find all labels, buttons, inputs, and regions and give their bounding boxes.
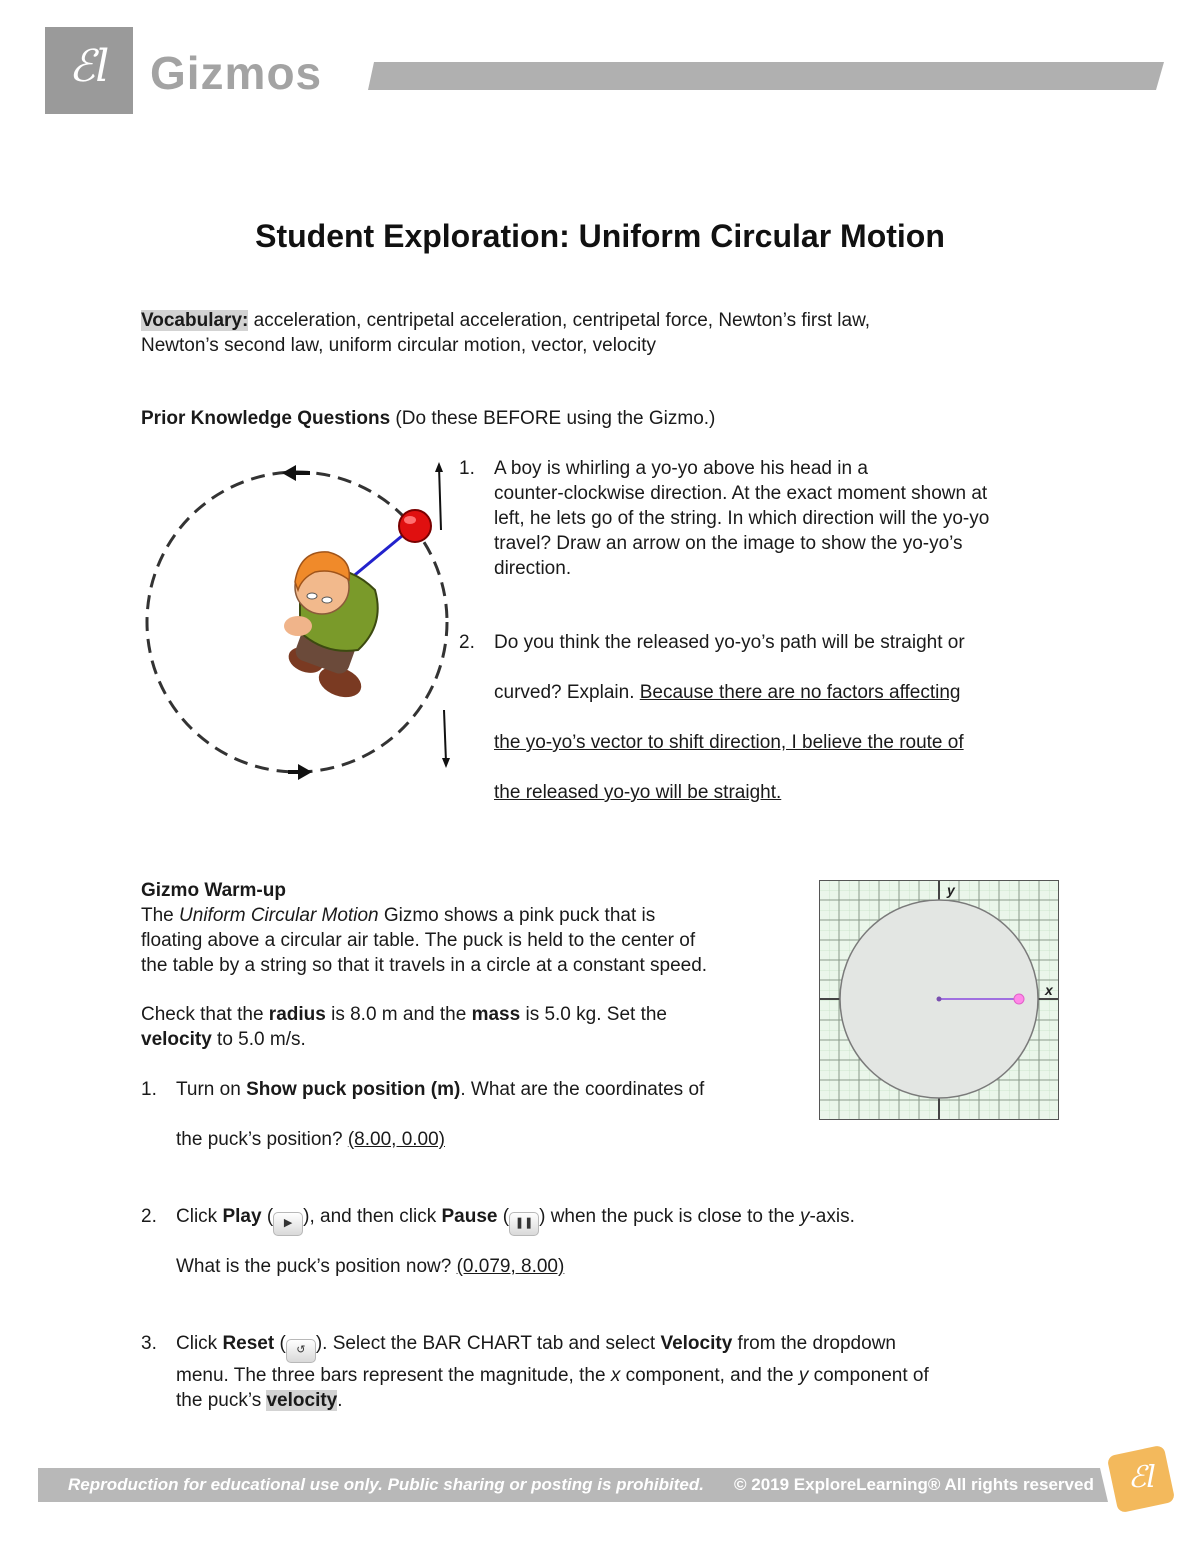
wu-q3-text-part: . [337, 1390, 343, 1411]
y-axis-label: y [947, 882, 955, 898]
header-bar [368, 62, 1164, 90]
wu-q1-text [176, 1077, 816, 1152]
wu-q2-text-part: Click [176, 1206, 223, 1227]
pk-q2-answer: the released yo-yo will be straight. [494, 782, 782, 803]
check-text: is 8.0 m and the [325, 1004, 472, 1025]
wu-q3-text-part: ( [274, 1333, 286, 1354]
table-center [937, 997, 942, 1002]
pink-puck [1014, 994, 1024, 1004]
pk-q2-answer: the yo-yo’s vector to shift direction, I believe the route of [494, 732, 964, 753]
wu-q2-answer: (0.079, 8.00) [456, 1256, 565, 1277]
tangent-line-lower [442, 710, 450, 768]
wu-q3-text-part: component, and the [620, 1365, 799, 1386]
wu-q2-text-part: ), and then click [303, 1206, 442, 1227]
wu-q3-text-part: Click [176, 1333, 223, 1354]
footer-rights: © 2019 ExploreLearning® All rights reserved [734, 1475, 1094, 1494]
air-table-diagram [819, 880, 1059, 1120]
radius-term: radius [268, 1004, 326, 1025]
pk-q1-line: A boy is whirling a yo-yo above his head in a [494, 458, 868, 479]
vocabulary-label: Vocabulary: [141, 310, 249, 331]
boy-figure [284, 552, 378, 703]
wu-q2-text-part: ) when the puck is close to the [539, 1206, 800, 1227]
wu-q1-number: 1. [141, 1079, 157, 1100]
prior-knowledge-note: (Do these BEFORE using the Gizmo.) [390, 408, 716, 429]
wu-q1-text-part: . What are the coordinates of [460, 1079, 705, 1100]
brand-name: Gizmos [150, 47, 323, 99]
warmup-intro-text: floating above a circular air table. The puck is held to the center of [141, 930, 696, 951]
y-axis-term: y [799, 1206, 810, 1227]
reset-icon: ↺ [286, 1339, 316, 1363]
wu-q1-text-part: the puck’s position? [176, 1129, 348, 1150]
gizmos-logo-mark [45, 27, 133, 114]
warmup-intro-text: Gizmo shows a pink puck that is [378, 905, 656, 926]
page-title: Student Exploration: Uniform Circular Motion [255, 218, 945, 254]
wu-q2-text [176, 1204, 1076, 1279]
pk-q2-line-1: Do you think the released yo-yo’s path will be straight or [494, 632, 965, 653]
velocity-term: Velocity [660, 1333, 733, 1354]
x-axis-label: x [1045, 982, 1053, 998]
wu-q3-number: 3. [141, 1333, 157, 1354]
wu-q1-answer: (8.00, 0.00) [347, 1129, 445, 1150]
vocabulary-section [141, 308, 1041, 358]
wu-q3-text-part: from the dropdown [732, 1333, 896, 1354]
pk-q1-line: direction. [494, 558, 572, 579]
prior-knowledge-title: Prior Knowledge Questions [141, 408, 391, 429]
wu-q3-text-part: ). Select the BAR CHART tab and select [315, 1333, 661, 1354]
footer-logo-letters: ℰl [1128, 1460, 1156, 1495]
warmup-intro [141, 878, 811, 978]
play-icon: ▶ [273, 1212, 303, 1236]
play-term: Play [222, 1206, 262, 1227]
pk-q1-number: 1. [459, 458, 475, 479]
wu-q2-text-part: ( [261, 1206, 274, 1227]
velocity-highlight: velocity [266, 1390, 338, 1411]
wu-q2-number: 2. [141, 1206, 157, 1227]
show-puck-position-term: Show puck position (m) [246, 1079, 461, 1100]
orbit-arrow-bottom [288, 764, 312, 780]
yoyo-illustration [130, 450, 460, 780]
check-text: to 5.0 m/s. [211, 1029, 306, 1050]
pk-q2-answer: Because there are no factors affecting [639, 682, 961, 703]
warmup-check [141, 1002, 811, 1052]
logo-letters: ℰl [68, 41, 110, 92]
wu-q2-text-part: What is the puck’s position now? [176, 1256, 457, 1277]
y-term: y [798, 1365, 809, 1386]
vocabulary-line-1: acceleration, centripetal acceleration, centripetal force, Newton’s first law, [248, 310, 871, 331]
pk-q1-line: left, he lets go of the string. In which direction will the yo-yo [494, 508, 990, 529]
x-term: x [610, 1365, 621, 1386]
warmup-intro-text: the table by a string so that it travels in a circle at a constant speed. [141, 955, 708, 976]
check-text: is 5.0 kg. Set the [520, 1004, 667, 1025]
reset-term: Reset [222, 1333, 275, 1354]
orbit-arrow-top [282, 465, 310, 481]
wu-q3-text-part: the puck’s [176, 1390, 267, 1411]
warmup-heading: Gizmo Warm-up [141, 880, 286, 901]
pause-icon: ❚❚ [509, 1212, 539, 1236]
gizmo-name: Uniform Circular Motion [179, 905, 379, 926]
warmup-intro-text: The [141, 905, 180, 926]
velocity-term: velocity [141, 1029, 212, 1050]
yoyo-ball [399, 510, 431, 542]
vocabulary-line-2: Newton’s second law, uniform circular motion, vector, velocity [141, 335, 656, 356]
pk-q1-text [494, 456, 1094, 581]
pk-q1-line: travel? Draw an arrow on the image to show the yo-yo’s [494, 533, 963, 554]
wu-q1-text-part: Turn on [176, 1079, 247, 1100]
pk-q1-line: counter-clockwise direction. At the exact moment shown at [494, 483, 988, 504]
wu-q3-text [176, 1331, 1076, 1413]
check-text: Check that the [141, 1004, 269, 1025]
wu-q2-text-part: ( [497, 1206, 510, 1227]
prior-knowledge-heading [141, 406, 1041, 431]
tangent-line-upper [435, 462, 443, 530]
wu-q3-text-part: menu. The three bars represent the magnitude, the [176, 1365, 611, 1386]
wu-q3-text-part: component of [808, 1365, 929, 1386]
pk-q2-text [494, 630, 1094, 830]
pk-q2-number: 2. [459, 632, 475, 653]
pk-q2-line-2-prefix: curved? Explain. [494, 682, 640, 703]
footer-copyright-notice: Reproduction for educational use only. Public sharing or posting is prohibited. [68, 1475, 704, 1494]
mass-term: mass [471, 1004, 521, 1025]
wu-q2-text-part: -axis. [809, 1206, 855, 1227]
pause-term: Pause [441, 1206, 498, 1227]
